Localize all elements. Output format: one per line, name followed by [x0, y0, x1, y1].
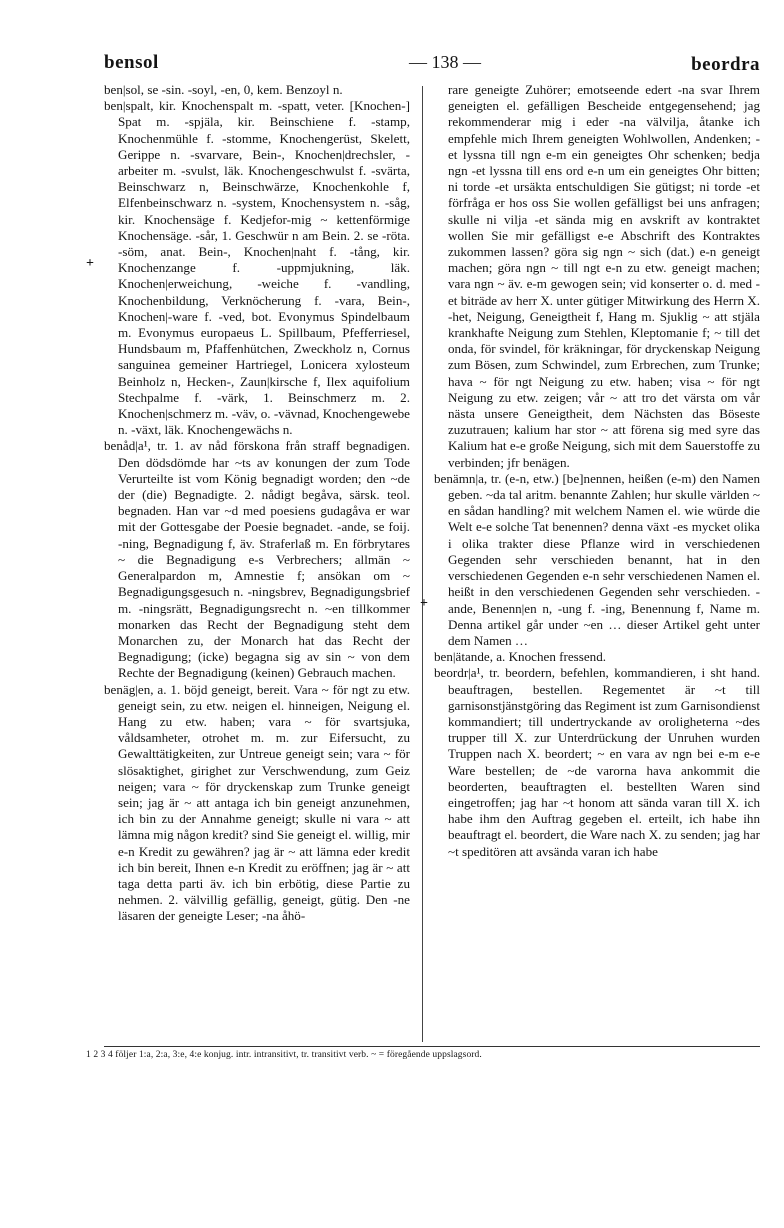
header-left-guideword: bensol	[104, 52, 159, 73]
margin-plus-mark-right: +	[420, 596, 428, 611]
footer-rule	[104, 1046, 760, 1047]
entry-bensol: ben|sol, se -sin. -soyl, -en, 0, kem. Benzoyl n.	[104, 82, 343, 97]
abbreviation-footer: 1 2 3 4 följer 1:a, 2:a, 3:e, 4:e konjug. intr. intransitivt, tr. transitivt verb. ~ = föregående uppslagsord.	[86, 1050, 482, 1060]
left-column	[104, 82, 410, 1042]
entry-benada: benåd|a¹, tr. 1. av nåd förskona från straff begnadigen. Den dödsdömde har ~ts av konungen der zum Tode Verurteilte ist vom König begnadigt worden; den ~de der (die) Begnadigte. 2. nådigt begåva, särsk. teol. begnaden. Han var ~d med poesiens gudagåva er war mit der Gottesgabe der Poesie begnadet. -ande, se foij. -ning, Begnadigung f, äv. Straferlaß m. En förbrytares ~ die Begnadigung e-s Verbrechers; allmän ~ Generalpardon m, Amnestie f; ansökan om ~ Begnadigungsgesuch n. -ningsbrev, Begnadigungsbrief m. -ningsrätt, Begnadigungsrecht n. ~en tillkommer monarken das Recht der Begnadigung steht dem Monarchen zu, der Monarch hat das Recht der Begnadigung; (icke) begagna sig av sin ~ von dem Rechte der Begnadigung (keinen) Gebrauch machen.	[104, 438, 410, 681]
header-right-guideword: beordra	[691, 54, 760, 75]
margin-plus-mark-left: +	[86, 256, 94, 271]
entry-benspalt: ben|spalt, kir. Knochenspalt m. -spatt, veter. [Knochen-] Spat m. -spjäla, kir. Beinschiene f. -stamp, Knochenmühle f. -stomme, Knochengerüst, Skelett, Gerippe n. -svarvare, Bein-, Knochen|drechsler, -arbeiter m. -svulst, läk. Knochengeschwulst f. -svärta, Beinschwarz n, Beinschwärze, Knochenkohle f, Elfenbeinschwarz n. -system, Knochensystem n. -såg, kir. Knochensäge f. Kedjefor-mig ~ kettenförmige Knochensäge. -sår, 1. Geschwür n am Bein. 2. se -röta. -söm, anat. Bein-, Knochen|naht f. -tång, kir. Knochenzange f. -uppmjukning, läk. Knochen|erweichung, -weiche f. -vandling, Knochenbildung, Verknöcherung f. -vara, Bein-, Knochen|-ware f. -ved, bot. Evonymus Spindelbaum m. Evonymus europaeus L. Spillbaum, Pfefferriesel, Hundsbaum m, Pfaffenhütchen, Zweckholz n, Cornus sanguinea gemeiner Hartriegel, Lonicera xylosteum Beinholz n, Hecken-, Zaun|kirsche f, Ilex aquifolium Stechpalme f. -värk, 1. Beinschmerz m. 2. Knochen|schmerz m. -väv, o. -vävnad, Knochengewebe n. -växt, läk. Knochengewächs n.	[104, 98, 410, 438]
entry-benatande: ben|ätande, a. Knochen fressend.	[434, 649, 607, 665]
column-divider	[422, 86, 423, 1042]
entry-beordra: beordr|a¹, tr. beordern, befehlen, kommandieren, i sht hand. beauftragen, bestellen. Regementet är ~t till garnisonstjänstgöring das Regiment ist zum Garnisondienst kommandiert; till undertryckande av oroligheterna ~des trupper till X. zur Unterdrückung der Unruhen wurden Truppen nach X. beordert; ~ en vara av ngn bei e-m e-e Ware bestellen; de ~de varorna hava ankommit die beorderten, beauftragten el. bestellten Waren sind eingetroffen; jag har ~t honom att sända varan till X. ich habe ihm den Auftrag gegeben el. erteilt, ich habe ihn beauftragt el. beordert, die Ware nach X. zu senden; jag har ~t speditören att avsända varan ich habe	[434, 665, 760, 859]
page-header	[100, 52, 760, 84]
page-number: — 138 —	[409, 52, 481, 72]
entry-benamna: benämn|a, tr. (e-n, etw.) [be]nennen, heißen (e-m) den Namen geben. ~da tal aritm. benannte Zahlen; hur skulle världen ~ en sådan handling? mit welchem Namen el. wie würde die Welt e-e solche Tat benennen? denna växt -es mycket olika i olika trakter diese Pflanze wird in verschiedenen Gegenden sehr verschieden benannt, hat in den verschiedenen Gegenden e-n sehr verschiedenen Namen el. heißt in den verschiedenen Gegenden sehr verschieden. -ande, Benenn|en n, -ung f. -ing, Benennung f, Name m. Denna artikel går under ~en … dieser Artikel geht unter dem Namen …	[434, 470, 760, 648]
right-column	[434, 82, 760, 1042]
entry-benagen-continued: rare geneigte Zuhörer; emotseende edert -na svar Ihrem geneigten el. gefälligen Bescheide entgegensehend; jag rekommenderar mig i eder -na välvilja, åtanke ich empfehle mich Ihrem geneigten Wohlwollen, Andenken; -et lyssna till ngn e-m ein geneigtes Ohr schenken; bedja ngn -et lyssna till ens ord e-n um ein geneigtes Ohr bitten; ni torde -et ursäkta entschuldigen Sie gütigst; ni torde -et förfråga er hos oss Sie wollen gefälligst bei uns anfragen; skulle ni vilja -et sända mig en avskrift av kontraktet wollen Sie mir gefälligst e-e Abschrift des Kontraktes zukommen lassen? göra sig ngn ~ sich (dat.) e-n geneigt machen; göra ngn ~ till ngt e-n zu etw. geneigt machen; vara ngn ~ äv. e-m gewogen sein; vid konserter o. d. med -et biträde av herr X. unter gütiger Mitwirkung des Herrn X. -het, Neigung, Geneigtheit f, Hang m. Sjuklig ~ att stjäla krankhafte Neigung zum Stehlen, Kleptomanie f; ~ till det onda, för svindel, för kräkningar, för dryckenskap Neigung zum Bösen, zum Schwindel, zum Erbrechen, zum Trunke; hava ~ för ngt Neigung zu etw. haben; visa ~ för ngt Neigung zu etw. zeigen; vår ~ att tro det värsta om vår nästa unsere Geneigtheit, dem Nächsten das Böseste zuzutrauen; kalium har stor ~ att förena sig med syre das Kalium hat e-e große Neigung, sich mit dem Sauerstoffe zu verbinden; jfr benägen.	[448, 82, 760, 470]
entry-benagen: benäg|en, a. 1. böjd geneigt, bereit. Vara ~ för ngt zu etw. geneigt sein, zu etw. neigen el. hinneigen, Neigung el. Hang zu etw. haben; vara ~ för svartsjuka, våldsamheter, otrohet m. m. zur Eifersucht, zu Gewalttätigkeiten, zur Untreue geneigt sein; vara ~ för slösaktighet, girighet zur Verschwendung, zum Geiz neigen; vara ~ för dryckenskap zum Trunke geneigt sein; jag är ~ att antaga ich bin geneigt anzunehmen, ich bin zu der Annahme geneigt; skulle ni vara ~ att lämna mig någon kredit? sind Sie geneigt el. willig, mir e-n Kredit zu gewähren? jag är ~ att lämna eder kredit ich bin bereit, Ihnen e-n Kredit zu eröffnen; jag är ~ att taga detta parti äv. ich bin erbötig, diese Partie zu nehmen. 2. välvillig gefällig, geneigt, gütig. Den -ne läsaren der geneigte Leser; -na åhö-	[104, 681, 410, 924]
